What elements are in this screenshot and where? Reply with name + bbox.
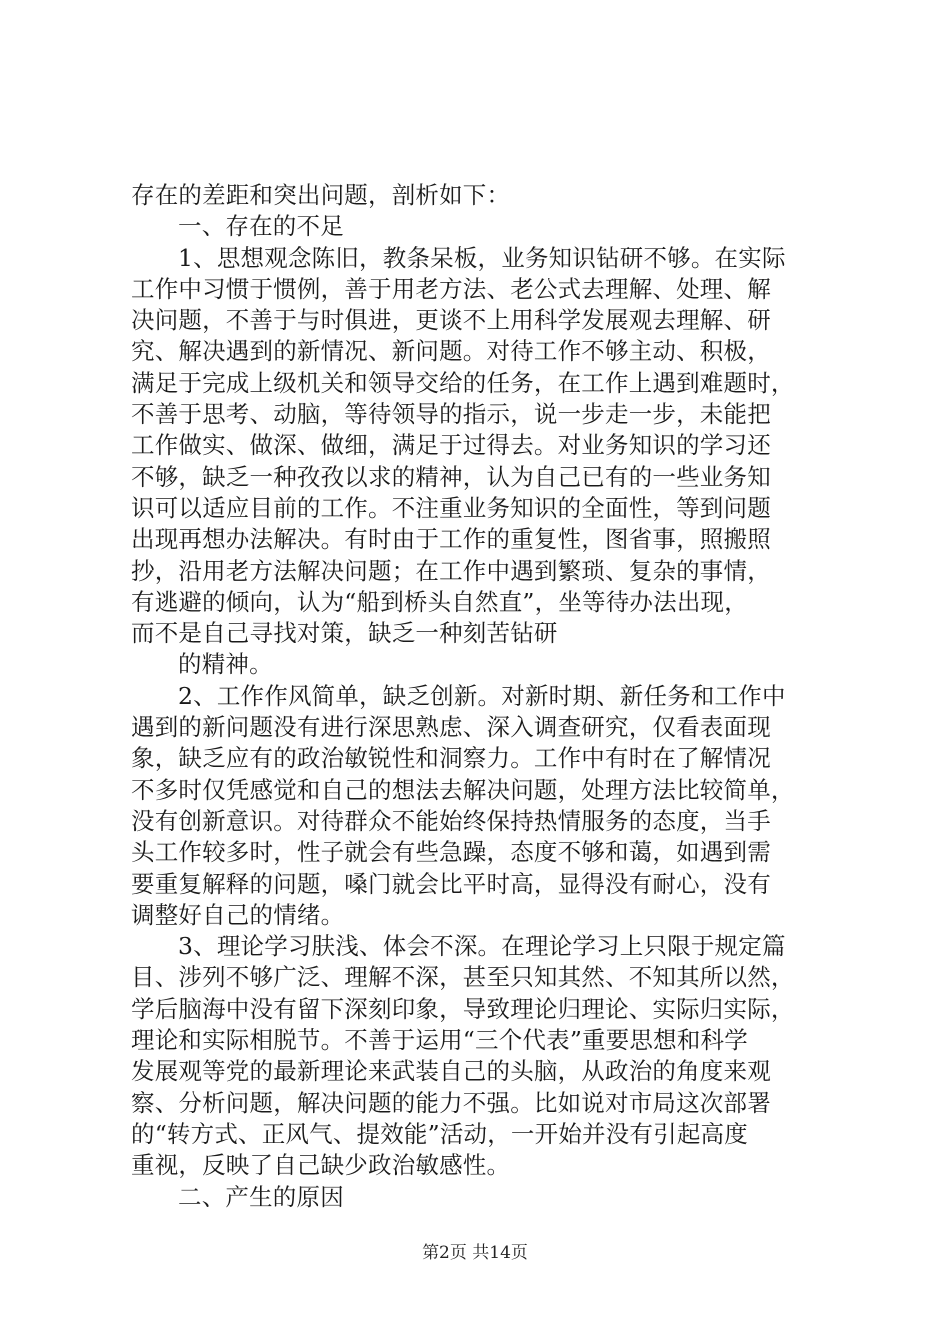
document-body — [131, 180, 831, 1213]
page-footer: 第2页 共14页 — [422, 1243, 528, 1263]
text-line: 存在的差距和突出问题，剖析如下： — [131, 181, 511, 209]
text-line: 的精神。 — [178, 650, 273, 679]
text-line: 抄，沿用老方法解决问题；在工作中遇到繁琐、复杂的事情， — [131, 556, 771, 585]
text-line: 有逃避的倾向，认为“船到桥头自然直”，坐等待办法出现， — [131, 587, 748, 616]
text-line: 满足于完成上级机关和领导交给的任务，在工作上遇到难题时， — [131, 368, 795, 397]
text-line: 一、存在的不足 — [178, 212, 344, 241]
text-line: 决问题，不善于与时俱进，更谈不上用科学发展观去理解、研 — [131, 306, 771, 335]
text-line: 识可以适应目前的工作。不注重业务知识的全面性，等到问题 — [131, 493, 771, 522]
text-line: 不善于思考、动脑，等待领导的指示，说一步走一步，未能把 — [131, 400, 771, 429]
text-line: 二、产生的原因 — [178, 1182, 344, 1211]
text-line: 而不是自己寻找对策，缺乏一种刻苦钻研 — [131, 619, 558, 648]
text-line: 出现再想办法解决。有时由于工作的重复性，图省事，照搬照 — [131, 525, 771, 554]
text-line: 不多时仅凭感觉和自己的想法去解决问题，处理方法比较简单， — [131, 775, 795, 804]
text-line: 目、涉列不够广泛、理解不深，甚至只知其然、不知其所以然， — [131, 963, 795, 992]
text-line: 发展观等党的最新理论来武装自己的头脑，从政治的角度来观 — [131, 1057, 771, 1086]
text-line: 遇到的新问题没有进行深思熟虑、深入调查研究，仅看表面现 — [131, 713, 771, 742]
text-line: 不够，缺乏一种孜孜以求的精神，认为自己已有的一些业务知 — [131, 462, 771, 491]
text-line: 理论和实际相脱节。不善于运用“三个代表”重要思想和科学 — [131, 1026, 748, 1055]
text-line: 察、分析问题，解决问题的能力不强。比如说对市局这次部署 — [131, 1088, 771, 1117]
text-line: 的“转方式、正风气、提效能”活动，一开始并没有引起高度 — [131, 1119, 748, 1148]
text-line: 要重复解释的问题，嗓门就会比平时高，显得没有耐心，没有 — [131, 869, 771, 898]
text-line: 1、思想观念陈旧，教条呆板，业务知识钻研不够。在实际 — [178, 243, 786, 272]
text-line: 工作中习惯于惯例，善于用老方法、老公式去理解、处理、解 — [131, 274, 771, 303]
text-line: 重视，反映了自己缺少政治敏感性。 — [131, 1151, 511, 1180]
text-line: 头工作较多时，性子就会有些急躁，态度不够和蔼，如遇到需 — [131, 838, 771, 867]
text-line: 2、工作作风简单，缺乏创新。对新时期、新任务和工作中 — [178, 681, 786, 710]
text-line: 象，缺乏应有的政治敏锐性和洞察力。工作中有时在了解情况 — [131, 744, 771, 773]
text-line: 调整好自己的情绪。 — [131, 900, 345, 929]
text-line: 没有创新意识。对待群众不能始终保持热情服务的态度，当手 — [131, 806, 771, 835]
text-line: 3、理论学习肤浅、体会不深。在理论学习上只限于规定篇 — [178, 932, 786, 961]
text-line: 究、解决遇到的新情况、新问题。对待工作不够主动、积极， — [131, 337, 771, 366]
text-line: 工作做实、做深、做细，满足于过得去。对业务知识的学习还 — [131, 431, 771, 460]
text-line: 学后脑海中没有留下深刻印象，导致理论归理论、实际归实际， — [131, 994, 795, 1023]
